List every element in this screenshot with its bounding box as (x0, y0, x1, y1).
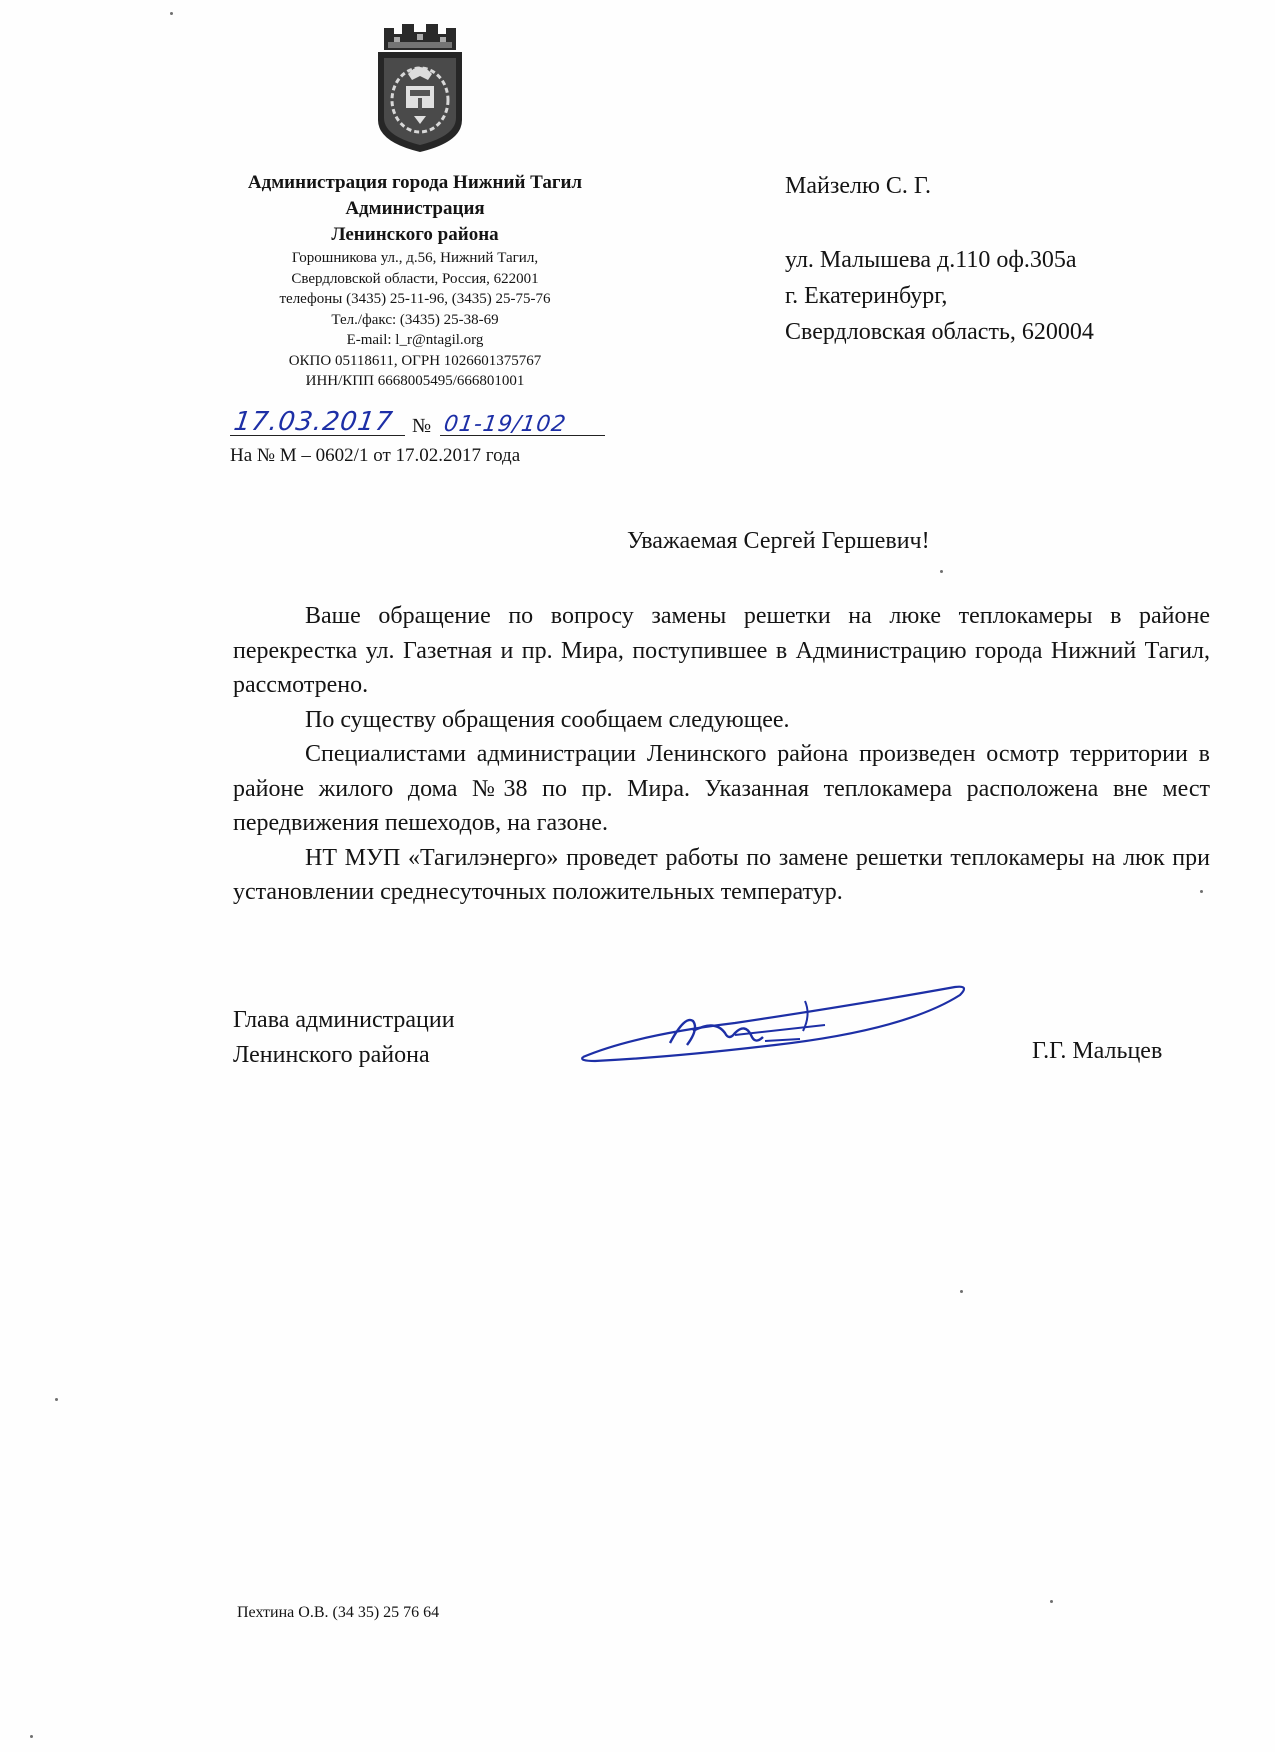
scan-speck (1050, 1600, 1053, 1603)
registration-number-field (440, 403, 605, 436)
executor-contact: Пехтина О.В. (34 35) 25 76 64 (237, 1604, 440, 1621)
address-line: Свердловской области, Россия, 622001 (291, 270, 539, 287)
city-administration-title: Администрация города Нижний Тагил (247, 172, 583, 193)
inn-kpp-line: ИНН/КПП 6668005495/666801001 (305, 373, 525, 389)
body-paragraph: Специалистами администрации Ленинского района произведен осмотр территории в районе жилого дома №38 по пр. Мира. Указанная теплокамера расположена вне мест передвижения пешеходов, на газоне. (233, 741, 1210, 836)
letter-body (233, 599, 1210, 910)
handwritten-signature (575, 975, 975, 1075)
scan-speck (960, 1290, 963, 1293)
scan-speck (940, 570, 943, 573)
registration-line (230, 406, 630, 442)
registration-date: 17.03.2017 (231, 407, 395, 437)
signatory-title-line: Ленинского района (233, 1041, 430, 1068)
okpo-ogrn-line: ОКПО 05118611, ОГРН 1026601375767 (288, 352, 542, 369)
scan-speck (170, 12, 173, 15)
addressee-region: Свердловская область, 620004 (785, 319, 1094, 345)
salutation: Уважаемая Сергей Гершевич! (627, 528, 930, 554)
signatory-title (233, 1003, 455, 1072)
addressee-street: ул. Малышева д.110 оф.305а (785, 247, 1077, 273)
body-paragraph: По существу обращения сообщаем следующее. (305, 706, 790, 733)
body-paragraph: Ваше обращение по вопросу замены решетки на люке теплокамеры в районе перекрестка ул. Газетная и пр. Мира, поступившее в Администрацию города Нижний Тагил, рассмотрено. (233, 603, 1210, 698)
scan-speck (55, 1398, 58, 1401)
number-sign: № (412, 415, 432, 437)
body-paragraph: НТ МУП «Тагилэнерго» проведет работы по замене решетки теплокамеры на люк при установлении среднесуточных положительных температур. (233, 844, 1210, 905)
addressee-city: г. Екатеринбург, (785, 283, 948, 309)
signatory-title-line: Глава администрации (233, 1007, 455, 1033)
phones-line: телефоны (3435) 25-11-96, (3435) 25-75-76 (279, 291, 551, 307)
district-administration-title: Администрация (345, 198, 485, 219)
addressee-block (785, 168, 1094, 350)
email-line: E-mail: l_r@ntagil.org (346, 332, 484, 348)
registration-date-field (230, 403, 405, 436)
address-line: Горошникова ул., д.56, Нижний Тагил, (291, 250, 539, 266)
letterhead (195, 170, 635, 392)
coat-of-arms-emblem (370, 20, 470, 158)
signatory-name: Г.Г. Мальцев (1032, 1038, 1163, 1064)
district-name-title: Ленинского района (331, 224, 499, 245)
addressee-name: Майзелю С. Г. (785, 173, 932, 199)
registration-number: 01-19/102 (442, 412, 569, 437)
scan-speck (30, 1735, 33, 1738)
reply-reference: На № М – 0602/1 от 17.02.2017 года (230, 445, 521, 466)
fax-line: Тел./факс: (3435) 25-38-69 (331, 311, 499, 328)
